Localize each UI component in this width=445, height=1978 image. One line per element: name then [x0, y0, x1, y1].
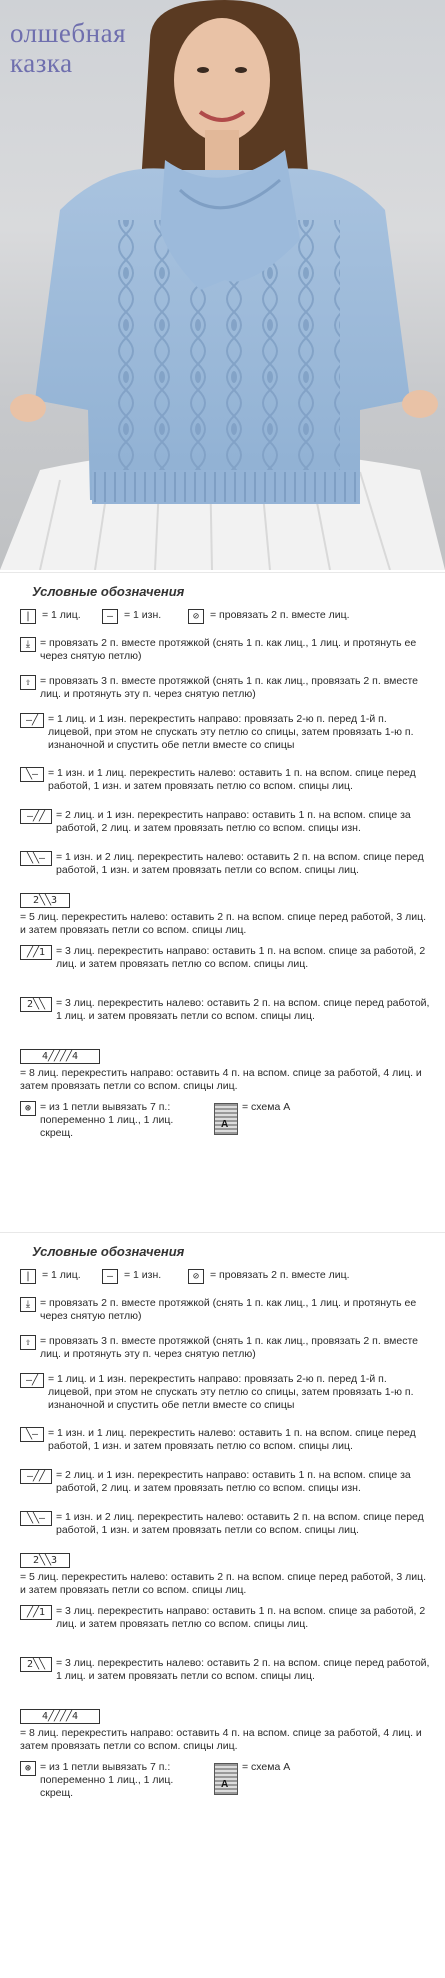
k2tog-symbol: ⊘: [188, 1269, 204, 1284]
k2tog-tbl-text: = провязать 2 п. вместе протяжкой (снять 1 п. как лиц., 1 лиц. и протянуть ее через снятую петлю): [40, 637, 417, 662]
scheme-a-icon: [214, 1763, 238, 1795]
cross-2k1p-right-symbol: –╱╱: [20, 809, 52, 824]
cross-5-text: = 5 лиц. перекрестить налево: оставить 2 п. на вспом. спице перед работой, 3 лиц. и затем провязать петли со вспом. спицы лиц.: [20, 911, 427, 936]
cross-3-left-text: = 3 лиц. перекрестить налево: оставить 2 п. на вспом. спице перед работой, 1 лиц. и затем провязать петли со вспом. спицы лиц.: [56, 997, 430, 1022]
legend-row: [20, 1761, 431, 1805]
legend-row: [20, 1709, 431, 1753]
cross-5-symbol: 2╲╲3: [20, 1553, 70, 1568]
legend-row: [20, 1469, 431, 1499]
model-illustration: [0, 0, 445, 570]
cross-3-right-symbol: ╱╱1: [20, 1605, 52, 1620]
cross-kp-right-text: = 1 лиц. и 1 изн. перекрестить направо: провязать 2-ю п. перед 1-й п. лицевой, при этом не спускать эту петлю со спицы, затем провязать 1-ю п. изнаночной и спустить обе петли вместе со спицы: [48, 1373, 414, 1411]
bobble-symbol: ⊛: [20, 1761, 36, 1776]
k3tog-tbl-symbol: ⇧: [20, 675, 36, 690]
cross-3-right-text: = 3 лиц. перекрестить направо: оставить 1 п. на вспом. спице за работой, 2 лиц. и затем провязать петлю со вспом. спицы лиц.: [56, 945, 426, 970]
legend-row: [20, 1427, 431, 1457]
legend-row: [20, 1049, 431, 1093]
photo-title-line2: казка: [10, 48, 73, 78]
legend-row: [20, 713, 431, 755]
purl-symbol: –: [102, 609, 118, 624]
legend-row: [20, 1373, 431, 1415]
cross-2k1p-right-text: = 2 лиц. и 1 изн. перекрестить направо: оставить 1 п. на вспом. спице за работой, 2 лиц. и затем провязать петлю со вспом. спицы изн.: [56, 1469, 411, 1494]
bobble-text: = из 1 петли вывязать 7 п.: попеременно 1 лиц., 1 лиц. скрещ.: [40, 1761, 174, 1799]
legend-block-2: [0, 1245, 445, 1945]
divider: [0, 572, 445, 573]
legend-row: [20, 1553, 431, 1597]
cross-1p2k-left-symbol: ╲╲–: [20, 851, 52, 866]
cross-kp-right-symbol: –╱: [20, 713, 44, 728]
purl-text: = 1 изн.: [124, 1269, 162, 1281]
cross-pk-left-symbol: ╲–: [20, 767, 44, 782]
legend-row: [20, 851, 431, 881]
legend-row: [20, 1335, 431, 1363]
scheme-a-text: = схема А: [242, 1101, 291, 1113]
sweater-photo: [0, 0, 445, 570]
cross-5-symbol: 2╲╲3: [20, 893, 70, 908]
divider: [0, 1232, 445, 1233]
k2tog-text: = провязать 2 п. вместе лиц.: [210, 1269, 350, 1281]
photo-title: [10, 18, 126, 78]
knit-text: = 1 лиц.: [42, 609, 81, 621]
purl-text: = 1 изн.: [124, 609, 162, 621]
k2tog-tbl-symbol: ⤓: [20, 1297, 36, 1312]
k2tog-tbl-symbol: ⤓: [20, 637, 36, 652]
cross-pk-left-text: = 1 изн. и 1 лиц. перекрестить налево: оставить 1 п. на вспом. спице перед работой, 1 изн. и затем провязать петлю со вспом. спицы лиц.: [48, 767, 416, 792]
photo-title-line1: олшебная: [10, 18, 126, 48]
legend-row: [20, 1101, 431, 1145]
purl-symbol: –: [102, 1269, 118, 1284]
cross-pk-left-symbol: ╲–: [20, 1427, 44, 1442]
legend-row-basic: [20, 609, 431, 625]
cross-1p2k-left-text: = 1 изн. и 2 лиц. перекрестить налево: оставить 2 п. на вспом. спице перед работой, 1 изн. и затем провязать петли со вспом. спицы лиц.: [56, 851, 424, 876]
legend-row: [20, 997, 431, 1039]
legend-row: [20, 637, 431, 665]
legend-block-1: [0, 585, 445, 1235]
cross-3-right-text: = 3 лиц. перекрестить направо: оставить 1 п. на вспом. спице за работой, 2 лиц. и затем провязать петлю со вспом. спицы лиц.: [56, 1605, 426, 1630]
cross-3-right-symbol: ╱╱1: [20, 945, 52, 960]
cross-2k1p-right-text: = 2 лиц. и 1 изн. перекрестить направо: оставить 1 п. на вспом. спице за работой, 2 лиц. и затем провязать петлю со вспом. спицы изн.: [56, 809, 411, 834]
cross-8-symbol: 4╱╱╱╱4: [20, 1709, 100, 1724]
legend-row: [20, 809, 431, 839]
legend-row: [20, 767, 431, 797]
legend-row: [20, 1657, 431, 1699]
knit-symbol: |: [20, 609, 36, 624]
scheme-a-icon: [214, 1103, 238, 1135]
scheme-a-text: = схема А: [242, 1761, 291, 1773]
cross-8-text: = 8 лиц. перекрестить направо: оставить 4 п. на вспом. спице за работой, 4 лиц. и затем провязать петли со вспом. спицы лиц.: [20, 1727, 422, 1752]
bobble-symbol: ⊛: [20, 1101, 36, 1116]
legend-row: [20, 1511, 431, 1541]
k2tog-tbl-text: = провязать 2 п. вместе протяжкой (снять 1 п. как лиц., 1 лиц. и протянуть ее через снятую петлю): [40, 1297, 417, 1322]
cross-1p2k-left-symbol: ╲╲–: [20, 1511, 52, 1526]
cross-8-text: = 8 лиц. перекрестить направо: оставить 4 п. на вспом. спице за работой, 4 лиц. и затем провязать петли со вспом. спицы лиц.: [20, 1067, 422, 1092]
bobble-text: = из 1 петли вывязать 7 п.: попеременно 1 лиц., 1 лиц. скрещ.: [40, 1101, 174, 1139]
knit-symbol: |: [20, 1269, 36, 1284]
legend-row: [20, 1605, 431, 1647]
cross-1p2k-left-text: = 1 изн. и 2 лиц. перекрестить налево: оставить 2 п. на вспом. спице перед работой, 1 изн. и затем провязать петли со вспом. спицы лиц.: [56, 1511, 424, 1536]
scheme-a-label: A: [221, 1779, 229, 1790]
k3tog-tbl-text: = провязать 3 п. вместе протяжкой (снять 1 п. как лиц., провязать 2 п. вместе лиц. и протянуть эту п. через снятую петлю): [40, 675, 419, 700]
legend-title: Условные обозначения: [32, 584, 185, 599]
cross-3-left-symbol: 2╲╲: [20, 1657, 52, 1672]
cross-kp-right-text: = 1 лиц. и 1 изн. перекрестить направо: провязать 2-ю п. перед 1-й п. лицевой, при этом не спускать эту петлю со спицы, затем провязать 1-ю п. изнаночной и спустить обе петли вместе со спицы: [48, 713, 414, 751]
legend-row: [20, 675, 431, 703]
k2tog-symbol: ⊘: [188, 609, 204, 624]
cross-5-text: = 5 лиц. перекрестить налево: оставить 2 п. на вспом. спице перед работой, 3 лиц. и затем провязать петли со вспом. спицы лиц.: [20, 1571, 427, 1596]
cross-3-left-text: = 3 лиц. перекрестить налево: оставить 2 п. на вспом. спице перед работой, 1 лиц. и затем провязать петли со вспом. спицы лиц.: [56, 1657, 430, 1682]
cross-kp-right-symbol: –╱: [20, 1373, 44, 1388]
legend-row: [20, 1297, 431, 1325]
legend-row-basic: [20, 1269, 431, 1285]
cross-2k1p-right-symbol: –╱╱: [20, 1469, 52, 1484]
cross-pk-left-text: = 1 изн. и 1 лиц. перекрестить налево: оставить 1 п. на вспом. спице перед работой, 1 изн. и затем провязать петлю со вспом. спицы лиц.: [48, 1427, 416, 1452]
k2tog-text: = провязать 2 п. вместе лиц.: [210, 609, 350, 621]
knit-text: = 1 лиц.: [42, 1269, 81, 1281]
cross-3-left-symbol: 2╲╲: [20, 997, 52, 1012]
legend-row: [20, 893, 431, 937]
k3tog-tbl-text: = провязать 3 п. вместе протяжкой (снять 1 п. как лиц., провязать 2 п. вместе лиц. и протянуть эту п. через снятую петлю): [40, 1335, 419, 1360]
cross-8-symbol: 4╱╱╱╱4: [20, 1049, 100, 1064]
legend-title: Условные обозначения: [32, 1244, 185, 1259]
legend-row: [20, 945, 431, 987]
scheme-a-label: A: [221, 1119, 229, 1130]
k3tog-tbl-symbol: ⇧: [20, 1335, 36, 1350]
